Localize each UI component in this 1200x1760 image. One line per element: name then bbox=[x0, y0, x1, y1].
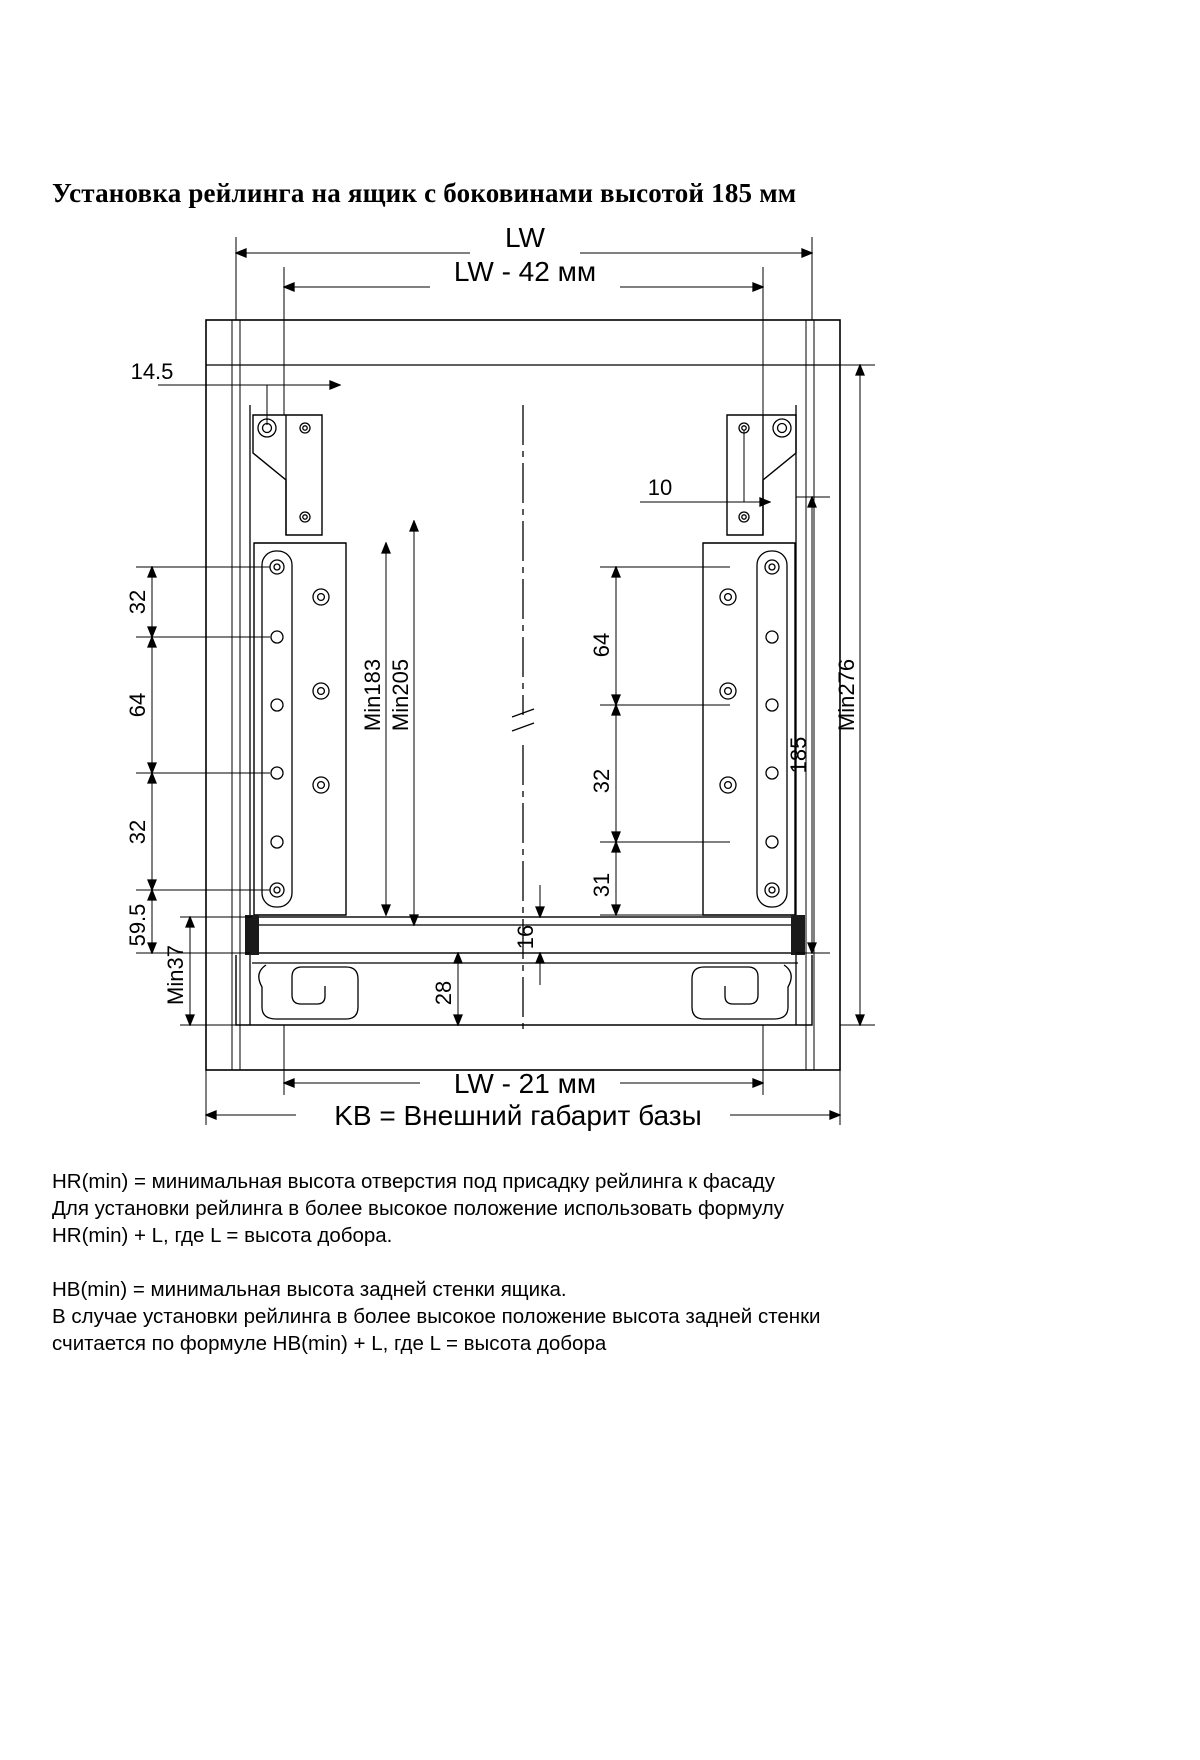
right-bracket bbox=[727, 415, 796, 535]
dim-185: 185 bbox=[786, 736, 811, 774]
right-rail bbox=[703, 543, 795, 915]
notes-spacer bbox=[52, 1249, 1112, 1276]
dim-min183: Min183 bbox=[360, 658, 385, 732]
right-profile-hook bbox=[692, 965, 791, 1019]
dim-32-right: 32 bbox=[589, 768, 614, 794]
dim-32-top-left: 32 bbox=[125, 589, 150, 615]
dim-32-bottom-left: 32 bbox=[125, 819, 150, 845]
left-bracket bbox=[253, 415, 322, 535]
technical-drawing bbox=[40, 225, 1120, 1165]
dim-31: 31 bbox=[589, 872, 614, 898]
dim-10: 10 bbox=[647, 475, 673, 500]
note-line-1: HR(min) = минимальная высота отверстия под присадку рейлинга к фасаду bbox=[52, 1170, 775, 1193]
dim-lw: LW bbox=[505, 225, 545, 253]
page-title: Установка рейлинга на ящик с боковинами высотой 185 мм bbox=[52, 178, 797, 208]
dim-14-5: 14.5 bbox=[130, 359, 174, 384]
dim-min205: Min205 bbox=[388, 658, 413, 732]
dim-kb: KB = Внешний габарит базы bbox=[334, 1100, 702, 1131]
notes-block bbox=[52, 1168, 1112, 1357]
dim-64-left: 64 bbox=[125, 692, 150, 718]
left-rail bbox=[254, 543, 346, 915]
dim-59-5: 59.5 bbox=[125, 903, 150, 947]
note-line-6: считается по формуле HB(min) + L, где L = высота добора bbox=[52, 1332, 607, 1355]
note-line-3: HR(min) + L, где L = высота добора. bbox=[52, 1224, 393, 1247]
dim-min37: Min37 bbox=[163, 945, 188, 1005]
dim-28: 28 bbox=[431, 980, 456, 1006]
dim-16: 16 bbox=[513, 924, 538, 950]
dim-lw-minus-21: LW - 21 мм bbox=[453, 1068, 597, 1099]
drawing-svg bbox=[40, 225, 1120, 1165]
note-line-5: В случае установки рейлинга в более высокое положение высота задней стенки bbox=[52, 1305, 821, 1328]
left-profile-hook bbox=[259, 965, 358, 1019]
dim-64-right: 64 bbox=[589, 632, 614, 658]
note-line-2: Для установки рейлинга в более высокое положение использовать формулу bbox=[52, 1197, 784, 1220]
dim-lw-minus-42: LW - 42 мм bbox=[453, 256, 597, 287]
note-line-4: HB(min) = минимальная высота задней стенки ящика. bbox=[52, 1278, 567, 1301]
dim-min276: Min276 bbox=[834, 658, 859, 732]
